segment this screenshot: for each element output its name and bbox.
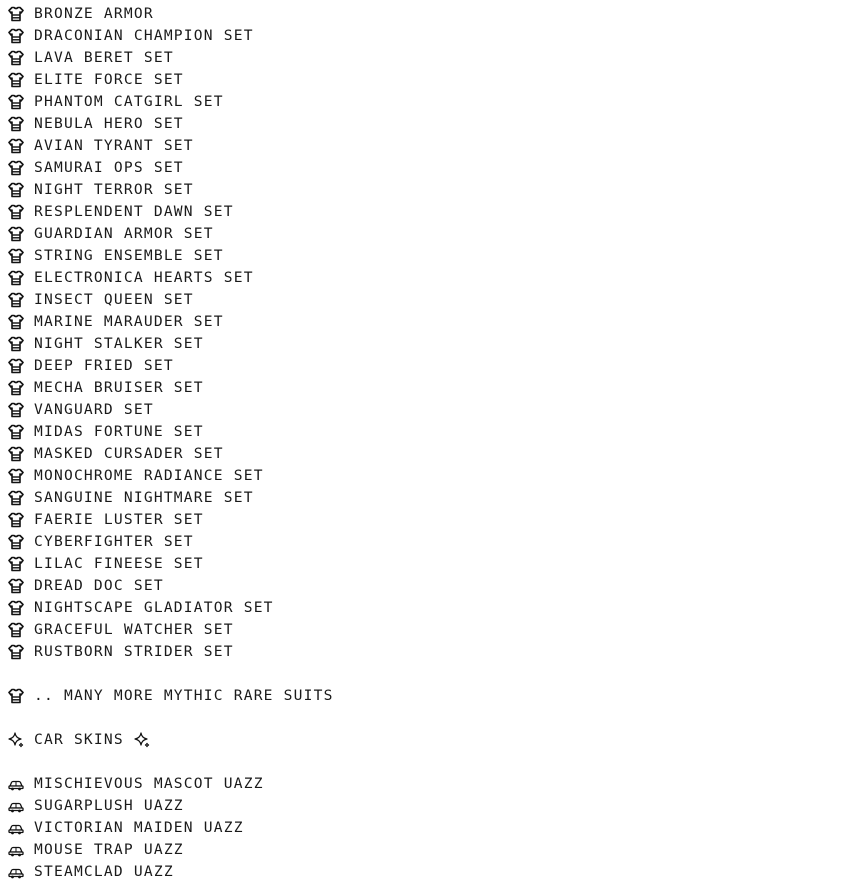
suit-item-label: MECHA BRUISER SET [34,379,204,396]
shirt-icon [8,424,24,440]
shirt-icon [8,292,24,308]
suit-item [8,311,848,333]
suit-item [8,157,848,179]
shirt-icon [8,556,24,572]
suit-item [8,201,848,223]
suit-item-label: MASKED CURSADER SET [34,445,224,462]
suit-item-label: MARINE MARAUDER SET [34,313,224,330]
shirt-icon [8,6,24,22]
suit-item [8,223,848,245]
sparkle-icon [134,732,150,748]
content-list [8,3,848,883]
shirt-icon [8,688,24,704]
suit-item [8,333,848,355]
shirt-icon [8,28,24,44]
shirt-icon [8,116,24,132]
shirt-icon [8,468,24,484]
car-skin-item [8,839,848,861]
suit-item [8,443,848,465]
shirt-icon [8,534,24,550]
suit-item-label: CYBERFIGHTER SET [34,533,194,550]
suit-item-label: NIGHTSCAPE GLADIATOR SET [34,599,274,616]
spacer [8,663,848,685]
shirt-icon [8,248,24,264]
suit-item [8,355,848,377]
shirt-icon [8,578,24,594]
sparkle-icon [8,732,24,748]
car-skin-item-label: MOUSE TRAP UAZZ [34,841,184,858]
suit-item-label: FAERIE LUSTER SET [34,511,204,528]
car-skin-item-label: STEAMCLAD UAZZ [34,863,174,880]
suit-item-label: LILAC FINEESE SET [34,555,204,572]
suit-item-label: ELITE FORCE SET [34,71,184,88]
suit-item [8,179,848,201]
shirt-icon [8,226,24,242]
suit-item [8,113,848,135]
shirt-icon [8,358,24,374]
suit-item-label: INSECT QUEEN SET [34,291,194,308]
suit-item [8,421,848,443]
suit-item-label: AVIAN TYRANT SET [34,137,194,154]
shirt-icon [8,490,24,506]
suit-item [8,135,848,157]
suit-item [8,575,848,597]
shirt-icon [8,380,24,396]
shirt-icon [8,182,24,198]
suit-item [8,531,848,553]
car-icon [8,864,24,880]
shirt-icon [8,50,24,66]
shirt-icon [8,402,24,418]
car-icon [8,820,24,836]
shirt-icon [8,622,24,638]
car-icon [8,798,24,814]
suit-item [8,91,848,113]
shirt-icon [8,94,24,110]
suit-item-label: GRACEFUL WATCHER SET [34,621,234,638]
car-skins-heading [8,729,848,751]
car-skin-item [8,795,848,817]
car-skin-item-label: VICTORIAN MAIDEN UAZZ [34,819,244,836]
more-suits-label: .. MANY MORE MYTHIC RARE SUITS [34,687,334,704]
shirt-icon [8,446,24,462]
suit-item-label: GUARDIAN ARMOR SET [34,225,214,242]
shirt-icon [8,512,24,528]
car-skin-item [8,817,848,839]
car-skins-list [8,773,848,883]
suit-item [8,377,848,399]
suit-item [8,245,848,267]
suit-item-label: DRACONIAN CHAMPION SET [34,27,254,44]
suit-item [8,553,848,575]
suits-list [8,3,848,663]
suit-item [8,25,848,47]
suit-item [8,487,848,509]
suit-item-label: NIGHT STALKER SET [34,335,204,352]
car-icon [8,776,24,792]
suit-item [8,289,848,311]
suit-item [8,597,848,619]
suit-item-label: RUSTBORN STRIDER SET [34,643,234,660]
car-icon [8,842,24,858]
suit-item [8,267,848,289]
shirt-icon [8,270,24,286]
shirt-icon [8,204,24,220]
spacer [8,751,848,773]
shirt-icon [8,314,24,330]
suit-item-label: RESPLENDENT DAWN SET [34,203,234,220]
suit-item [8,399,848,421]
suit-item-label: ELECTRONICA HEARTS SET [34,269,254,286]
car-skin-item [8,861,848,883]
suit-item [8,619,848,641]
suit-item [8,3,848,25]
shirt-icon [8,600,24,616]
car-skin-item-label: SUGARPLUSH UAZZ [34,797,184,814]
suit-item-label: MIDAS FORTUNE SET [34,423,204,440]
shirt-icon [8,336,24,352]
suit-item-label: DREAD DOC SET [34,577,164,594]
suit-item-label: BRONZE ARMOR [34,5,154,22]
suit-item-label: STRING ENSEMBLE SET [34,247,224,264]
shirt-icon [8,644,24,660]
suit-item [8,641,848,663]
suit-item [8,465,848,487]
suit-item-label: SAMURAI OPS SET [34,159,184,176]
suit-item-label: DEEP FRIED SET [34,357,174,374]
suit-item [8,509,848,531]
suit-item-label: NIGHT TERROR SET [34,181,194,198]
suit-item-label: LAVA BERET SET [34,49,174,66]
suit-item-label: SANGUINE NIGHTMARE SET [34,489,254,506]
shirt-icon [8,72,24,88]
shirt-icon [8,160,24,176]
suit-item [8,69,848,91]
car-skin-item-label: MISCHIEVOUS MASCOT UAZZ [34,775,264,792]
more-suits-item [8,685,848,707]
suit-item-label: MONOCHROME RADIANCE SET [34,467,264,484]
suit-item [8,47,848,69]
suit-item-label: PHANTOM CATGIRL SET [34,93,224,110]
suit-item-label: NEBULA HERO SET [34,115,184,132]
car-skin-item [8,773,848,795]
car-skins-heading-label: CAR SKINS [34,731,124,748]
suit-item-label: VANGUARD SET [34,401,154,418]
shirt-icon [8,138,24,154]
spacer [8,707,848,729]
